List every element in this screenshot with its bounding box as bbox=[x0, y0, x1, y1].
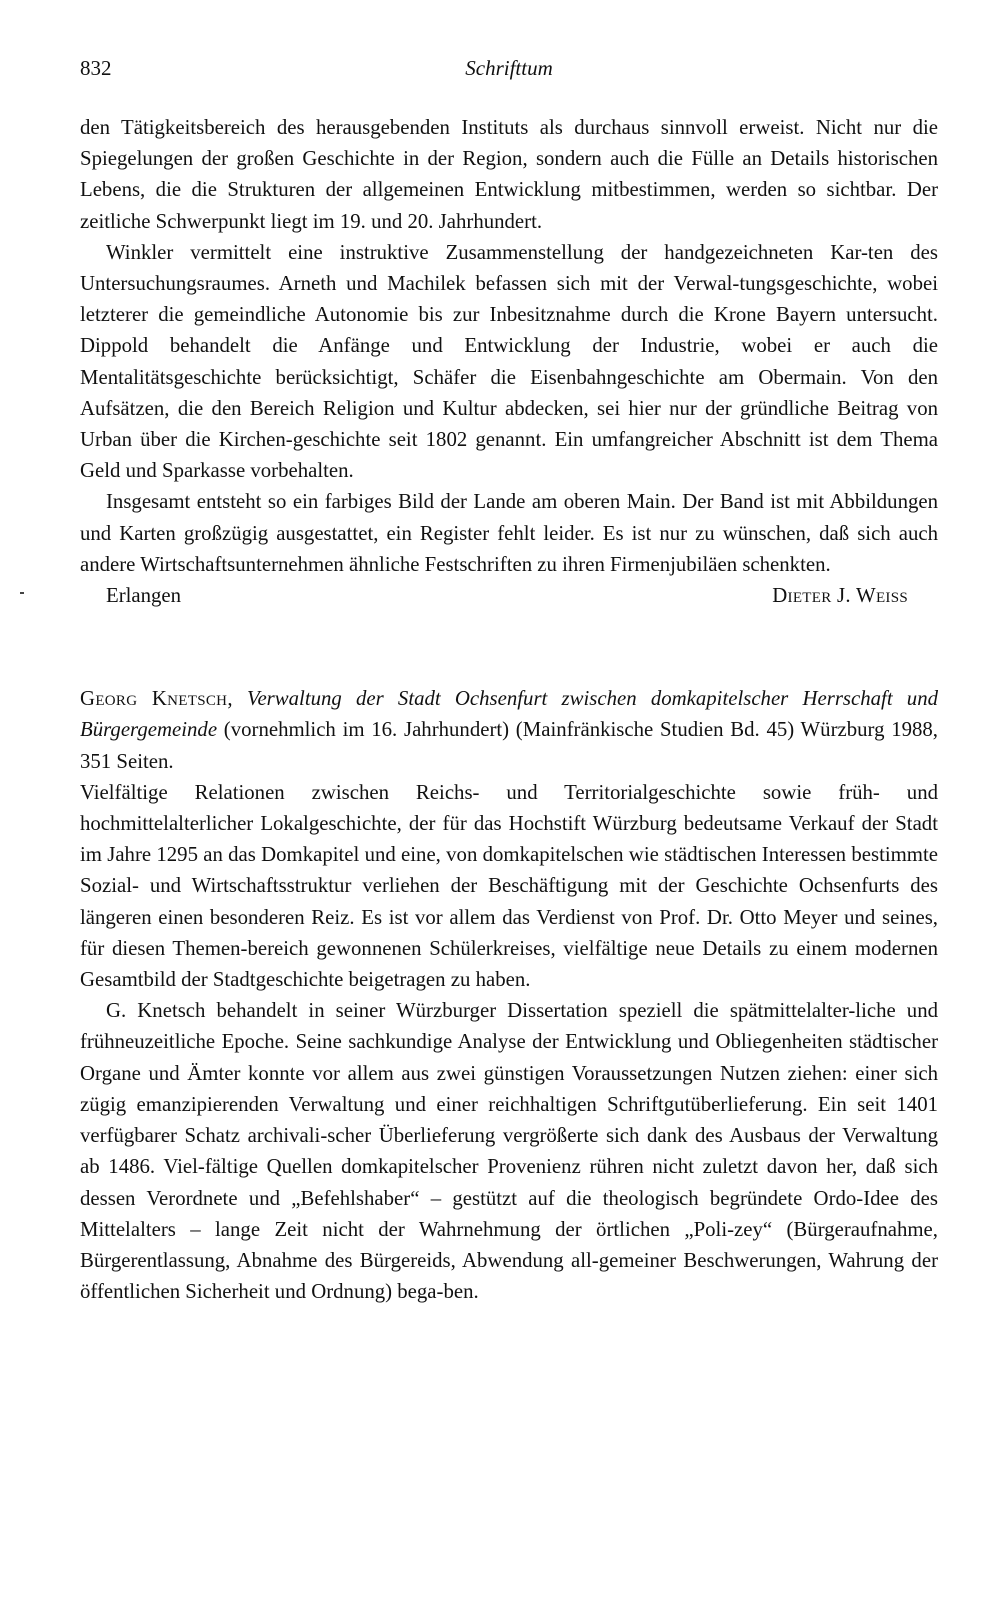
paragraph: den Tätigkeitsbereich des herausgebenden Instituts als durchaus sinnvoll erweist. Nicht nur die Spiegelungen der großen Geschichte in der Region, sondern auch die Fülle an Details historischen Lebens, die die Strukturen der allgemeinen Entwicklung mitbestimmen, werden so sichtbar. Der zeitliche Schwerpunkt liegt im 19. und 20. Jahrhundert. bbox=[80, 116, 938, 233]
bibliographic-entry bbox=[80, 683, 938, 777]
review-place: Erlangen bbox=[106, 584, 182, 608]
reviewer-name: Dieter J. Weiss bbox=[772, 584, 908, 608]
book-title: Verwaltung der Stadt Ochsenfurt zwischen domkapitelscher Herrschaft und Bürgergemeinde bbox=[80, 687, 939, 742]
review-continuation bbox=[80, 112, 938, 611]
running-head bbox=[80, 52, 938, 92]
paragraph: G. Knetsch behandelt in seiner Würzburger Dissertation speziell die spätmittelalter-liche und frühneuzeitliche Epoche. Seine sachkundige Analyse der Entwicklung und Obliegenheiten städtischer Organe und Ämter konnte vor allem aus zwei günstigen Voraussetzungen Nutzen ziehen: einer sich zügig emanzipierenden Verwaltung und einer reichhaltigen Schriftgutüberlieferung. Ein seit 1401 verfügbarer Schatz archivali-scher Überlieferung vergrößerte sich dank des Ausbaus der Verwaltung ab 1486. Viel-fältige Quellen domkapitelscher Provenienz rühren nicht zuletzt davon her, daß sich dessen Verordnete und „Befehlshaber“ – gestützt auf die theologisch begründete Ordo-Idee des Mittelalters – lange Zeit nicht der Wahrnehmung der örtlichen „Poli-zey“ (Bürgeraufnahme, Bürgerentlassung, Abnahme des Bürgereids, Abwendung all-gemeiner Beschwerungen, Wahrung der öffentlichen Sicherheit und Ordnung) bega-ben. bbox=[80, 999, 938, 1304]
page-number: 832 bbox=[80, 56, 112, 80]
paragraph: Insgesamt entsteht so ein farbiges Bild der Lande am oberen Main. Der Band ist mit Abbildungen und Karten großzügig ausgestattet, ein Register fehlt leider. Es ist nur zu wünschen, daß sich auch andere Wirtschaftsunternehmen ähnliche Festschriften zu ihren Firmenjubiläen schenkten. bbox=[80, 490, 938, 576]
paragraph: Vielfältige Relationen zwischen Reichs- und Territorialgeschichte sowie früh- und hochmittelalterlicher Lokalgeschichte, der für das Hochstift Würzburg bedeutsame Verkauf der Stadt im Jahre 1295 an das Domkapitel und eine, von domkapitelschen wie städtischen Interessen bestimmte Sozial- und Wirtschaftsstruktur verliehen der Beschäftigung mit der Geschichte Ochsenfurts des längeren einen besonderen Reiz. Es ist vor allem das Verdienst von Prof. Dr. Otto Meyer und seines, für diesen Themen-bereich gewonnenen Schülerkreises, vielfältige neue Details zu einem modernen Gesamtbild der Stadtgeschichte beigetragen zu haben. bbox=[80, 780, 938, 992]
paragraph: Winkler vermittelt eine instruktive Zusammenstellung der handgezeichneten Kar-ten des Untersuchungsraumes. Arneth und Machilek befassen sich mit der Verwal-tungsgeschichte, wobei letzterer die gemeindliche Autonomie bis zur Inbesitznahme durch die Krone Bayern untersucht. Dippold behandelt die Anfänge und Entwicklung der Industrie, wobei er auch die Mentalitätsgeschichte berücksichtigt, Schäfer die Eisenbahngeschichte am Obermain. Von den Aufsätzen, die den Bereich Religion und Kultur abdecken, sei hier nur der gründliche Beitrag von Urban über die Kirchen-geschichte seit 1802 genannt. Ein umfangreicher Abschnitt ist dem Thema Geld und Sparkasse vorbehalten. bbox=[80, 240, 938, 483]
book-details: (vornehmlich im 16. Jahrhundert) (Mainfränkische Studien Bd. 45) Würzburg 1988, 351 Seiten. bbox=[80, 718, 938, 773]
review-body bbox=[80, 777, 938, 1307]
signature-line bbox=[80, 580, 938, 611]
book-author: Georg Knetsch, bbox=[80, 687, 233, 711]
bibliographic-heading bbox=[80, 683, 938, 777]
scan-mark bbox=[20, 592, 24, 594]
book-page bbox=[80, 52, 938, 1307]
running-title: Schrifttum bbox=[465, 56, 553, 80]
